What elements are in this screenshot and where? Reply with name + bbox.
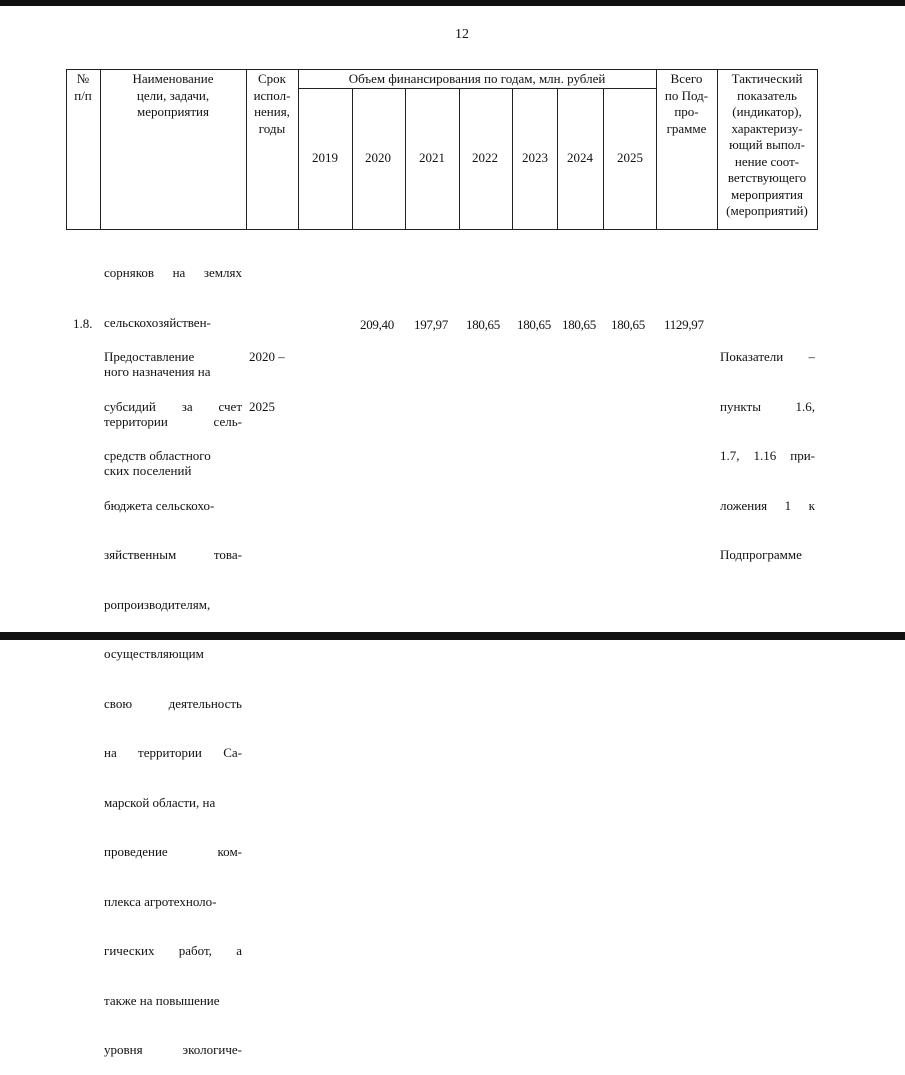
value-2025: 180,65 bbox=[611, 317, 645, 332]
row-number: 1.8. bbox=[73, 316, 93, 331]
header-year-2021: 2021 bbox=[419, 150, 445, 165]
value-2023: 180,65 bbox=[517, 317, 551, 332]
value-2024: 180,65 bbox=[562, 317, 596, 332]
header-financing: Объем финансирования по годам, млн. рублей bbox=[348, 71, 606, 86]
header-year-2020: 2020 bbox=[365, 150, 391, 165]
header-year-2023: 2023 bbox=[522, 150, 548, 165]
value-2021: 197,97 bbox=[414, 317, 448, 332]
header-indicator: Тактический показатель (индикатор), характеризу- ющий выпол- нение соот- ветствующего мероприятия (мероприятий) bbox=[726, 71, 808, 218]
header-year-2025: 2025 bbox=[617, 150, 643, 165]
value-2020: 209,40 bbox=[360, 317, 394, 332]
header-year-2022: 2022 bbox=[472, 150, 498, 165]
row-term: 2020 – 2025 bbox=[249, 349, 285, 414]
bottom-border-bar bbox=[0, 632, 905, 640]
row-name: Предоставление субсидий за счет средств областного бюджета сельскохо- зяйственным това- ропроизводителям, осуществляющим свою деятельность на территории Са- марской области, на проведение ком- плекса агротехноло- гических работ, а также на повышение уровня экологиче- bbox=[104, 349, 242, 1057]
continuation-text: сорняков на землях сельскохозяйствен- ного назначения на территории сель- ских поселений bbox=[104, 265, 242, 478]
header-year-2019: 2019 bbox=[312, 150, 338, 165]
header-total: Всего по Под- про- грамме bbox=[664, 71, 709, 136]
header-number: № п/п bbox=[74, 71, 92, 103]
top-border-bar bbox=[0, 0, 905, 6]
page-number: 12 bbox=[455, 27, 469, 42]
header-name: Наименование цели, задачи, мероприятия bbox=[132, 71, 214, 119]
value-2022: 180,65 bbox=[466, 317, 500, 332]
header-term: Срок испол- нения, годы bbox=[253, 71, 291, 136]
row-indicator: Показатели – пункты 1.6, 1.7, 1.16 при- ложения 1 к Подпрограмме bbox=[720, 349, 815, 562]
header-year-2024: 2024 bbox=[567, 150, 593, 165]
value-total: 1129,97 bbox=[664, 317, 704, 332]
